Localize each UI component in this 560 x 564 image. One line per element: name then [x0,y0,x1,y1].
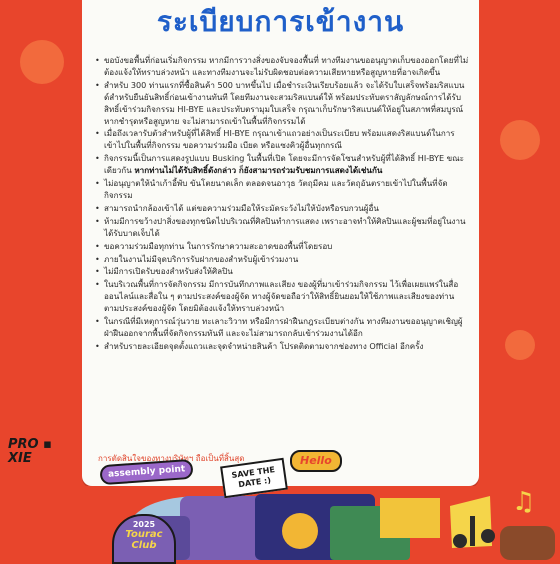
rule-item: • ขอบังขอพื้นที่ก่อนเริ่มกิจกรรม หากมีการวางสิ่งของจับจองพื้นที่ ทางทีมงานขออนุญาตเก็บของออกโดยที่ไม่ต้องแจ้งให้ทราบล่วงหน้า และทางทีมงานจะไม่รับผิดชอบต่อความเสียหายหรือสูญหายที่อาจเกิดขึ้น [94,55,469,79]
rule-item: • สำหรับรายละเอียดจุดตั้งแถวและจุดจำหน่ายสินค้า โปรดติดตามจากช่องทาง Official อีกครั้ง [94,341,469,353]
rule-item: • สามารถนำกล้องเข้าได้ แต่ขอความร่วมมือให้ระมัดระวังไม่ให้บังหรือรบกวนผู้อื่น [94,203,469,215]
sticker-hello: Hello [290,450,342,472]
footer-note: การตัดสินใจของทางบริษัทฯ ถือเป็นที่สิ้นสุด [98,454,245,463]
rule-item: • ในกรณีที่มีเหตุการณ์วุ่นวาย ทะเลาะวิวาท หรือมีการฝ่าฝืนกฎระเบียบต่างกัน ทางทีมงานขออนุญาตเชิญผู้ฝ่าฝืนออกจากพื้นที่จัดกิจกรรมทันที และจะไม่สามารถกลับเข้าร่วมงานได้อีก [94,316,469,340]
tour-badge: 2025 Tourac Club [112,514,176,564]
rule-item: • ภายในงานไม่มีจุดบริการรับฝากของสำหรับผู้เข้าร่วมงาน [94,254,469,266]
bg-circle-decoration [500,120,540,160]
music-note-icon: ♫ [512,487,536,517]
sticker-save-the-date: SAVE THE DATE :) [220,458,288,499]
rule-item: • ไม่มีการเปิดรับของสำหรับส่งให้ศิลปิน [94,266,469,278]
rules-card [82,0,479,486]
brand-logo: PRO ▪ XIE [8,437,52,466]
rule-item: • สำหรับ 300 ท่านแรกที่ซื้อสินค้า 500 บาทขึ้นไป เมื่อชำระเงินเรียบร้อยแล้ว จะได้รับใบเสร็จพร้อมริสแบนด์สำหรับยืนยันสิทธิ์ก่อนเข้างานทันที โดยทีมงานจะสวมริสแบนด์ให้ พร้อมประทับตราสัญลักษณ์การได้รับสิทธิ์เข้าร่วมกิจกรรม HI-BYE และประทับตรามุมใบเสร็จ กรุณาเก็บรักษาริสแบนด์ให้อยู่ในสภาพที่สมบูรณ์ หากชำรุดหรือสูญหาย จะไม่สามารถเข้าในพื้นที่กิจกรรมได้ [94,80,469,128]
rule-item: • ห้ามมีการขว้างปาสิ่งของทุกชนิดไปบริเวณที่ศิลปินทำการแสดง เพราะอาจทำให้ศิลปินและผู้ชมที่อยู่ในงาน ได้รับบาดเจ็บได้ [94,216,469,240]
rule-item: • เมื่อถึงเวลารับตัวสำหรับผู้ที่ได้สิทธิ์ HI-BYE กรุณาเข้าแถวอย่างเป็นระเบียบ พร้อมแสดงริสแบนด์ในการเข้าไปในพื้นที่กิจกรรม ขอความร่วมมือ เบียด หรือแซงคิวผู้อื่นทุกกรณี [94,128,469,152]
rule-item: • ในบริเวณพื้นที่การจัดกิจกรรม มีการบันทึกภาพและเสียง ของผู้ที่มาเข้าร่วมกิจกรรม ไว้เพื่อเผยแพร่ในสื่อออนไลน์และสื่อใน ๆ ตามประสงค์ของผู้จัด ทางผู้จัดขอถือว่าให้สิทธิ์ยินยอมให้ใช้ภาพและเสียงของท่านตามประสงค์ของผู้จัด โดยมิต้องแจ้งให้ทราบล่วงหน้า [94,279,469,315]
bg-circle-decoration [505,330,535,360]
rule-item: • ขอความร่วมมือทุกท่าน ในการรักษาความสะอาดของพื้นที่โดยรอบ [94,241,469,253]
rules-list [94,55,469,354]
bottom-illustration [0,486,560,560]
rule-bold-text: หากท่านไม่ได้รับสิทธิ์ดังกล่าว ก็ยังสามารถร่วมรับชมการแสดงได้เช่นกัน [134,165,383,176]
sticker-assembly-point: assembly point [99,459,193,485]
rule-item: • กิจกรรมนี้เป็นการแสดงรูปแบบ Busking ในพื้นที่เปิด โดยจะมีการจัดโซนสำหรับผู้ที่ได้สิทธิ์ HI-BYE ขณะเดียวกัน หากท่านไม่ได้รับสิทธิ์ดังกล่าว ก็ยังสามารถร่วมรับชมการแสดงได้เช่นกัน [94,153,469,177]
bg-circle-decoration [20,40,64,84]
page-title: ระเบียบการเข้างาน [156,5,405,38]
rule-item: • ไม่อนุญาตให้นำเก้าอี้พับ ขันโตยนาดเล็ก ตลอดจนอาวุธ วัตถุมีคม และวัตถุอันตรายเข้าไปในพื้นที่จัดกิจกรรม [94,178,469,202]
